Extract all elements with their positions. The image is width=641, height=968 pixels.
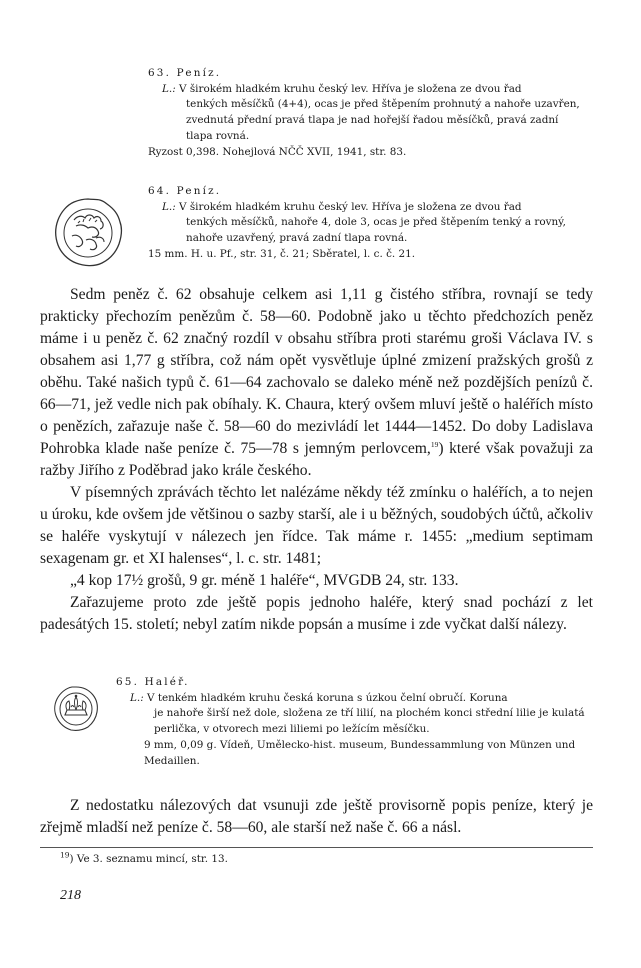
catalog-entry-65	[116, 675, 586, 769]
side-label: L.:	[162, 82, 176, 95]
catalog-entry-64	[148, 184, 588, 263]
entry-heading: 65. Haléř.	[116, 676, 190, 688]
entry-heading: 63. Peníz.	[148, 67, 222, 79]
lion-coin-image	[52, 196, 124, 268]
description-first-line: V tenkém hladkém kruhu česká koruna s úzkou čelní obručí. Koruna	[147, 691, 508, 704]
paragraph-3: Zařazujeme proto zde ještě popis jednoho haléře, který snad pochází z let padesátých 15. století; nebyl zatím nikde popsán a musíme i zde vyčkat další nálezy.	[40, 594, 593, 633]
side-label: L.:	[162, 200, 176, 213]
entry-heading: 64. Peníz.	[148, 185, 222, 197]
description-first-line: V širokém hladkém kruhu český lev. Hříva je složena ze dvou řad	[179, 200, 522, 213]
paragraph-1-text: Sedm peněz č. 62 obsahuje celkem asi 1,11 g čistého stříbra, rovnají se tedy prakticky přechozím penězům č. 58—60. Podobně jako u těchto předchozích peněz máme i u peněz č. 62 značný rozdíl v obsahu stříbra proti starému groši Václava IV. s obsahem asi 1,77 g stříbra, což nám opět vysvětluje úplné zmizení pražských grošů z oběhu. Také našich typů č. 61—64 zachovalo se daleko méně než pozdějších penízů č. 66—71, jež vedle nich pak obíhaly. K. Chaura, který ovšem mluví ještě o haléřích místo o penězích, zařazuje naše č. 58—60 do mezivládí let 1444—1452. Do doby Ladislava Pohrobka klade naše peníze č. 75—78 s jemným perlovcem,	[40, 286, 593, 457]
crown-coin-image	[52, 685, 100, 733]
main-text-upper	[40, 284, 593, 636]
footnote	[60, 851, 580, 867]
description-first-line: V širokém hladkém kruhu český lev. Hříva je složena ze dvou řad	[179, 82, 522, 95]
entry-description	[162, 200, 588, 247]
description-continuation: tenkých měsíčků (4+4), ocas je před štěpením prohnutý a nahoře uzavřen, zvednutá přední pravá tlapa je nad hořejší řadou měsíčků, pravá zadní tlapa rovná.	[186, 98, 580, 142]
paragraph-2: V písemných zprávách těchto let nalézáme někdy též zmínku o haléřích, a to nejen u úroku, kde ovšem jde většinou o sazby starší, ale i u běžných, soudobých účtů, ačkoliv se haléře vyskytují v nálezech jen řídce. Tak máme r. 1455: „medium septimam sexagenam gr. et XI halenses“, l. c. str. 1481;	[40, 484, 593, 567]
side-label: L.:	[130, 691, 144, 704]
entry-meta: 15 mm. H. u. Pf., str. 31, č. 21; Sběratel, l. c. č. 21.	[148, 247, 416, 260]
entry-meta: Ryzost 0,398. Nohejlová NČČ XVII, 1941, str. 83.	[148, 145, 407, 158]
catalog-entry-63	[148, 66, 588, 160]
quote-line: „4 kop 17½ grošů, 9 gr. méně 1 haléře“, MVGDB 24, str. 133.	[70, 572, 459, 589]
footnote-divider	[40, 847, 593, 848]
paragraph-1	[40, 284, 593, 482]
paragraph-1-end: ) které však považuji za ražby Jiřího z Poděbrad jako krále českého.	[40, 440, 594, 479]
footnote-text: ) Ve 3. seznamu mincí, str. 13.	[69, 853, 228, 865]
main-text-lower	[40, 795, 593, 839]
description-continuation: tenkých měsíčků, nahoře 4, dole 3, ocas je před štěpením tenký a rovný, nahoře uzavřený, pravá zadní tlapa rovná.	[186, 216, 566, 245]
entry-description	[130, 691, 586, 738]
description-continuation: je nahoře širší než dole, složena ze tří lilií, na plochém konci střední lilie je kulatá perlička, v otvorech mezi liliemi po ležícím měsíčku.	[154, 707, 585, 736]
paragraph-4: Z nedostatku nálezových dat vsunuji zde ještě provisorně popis peníze, který je zřejmě mladší než peníze č. 58—60, ale starší než naše č. 66 a násl.	[40, 797, 593, 836]
page-number: 218	[60, 888, 81, 903]
footnote-mark: 19	[60, 850, 70, 860]
entry-description	[162, 82, 588, 145]
footnote-reference: 19	[430, 439, 439, 449]
entry-meta: 9 mm, 0,09 g. Vídeň, Umělecko-hist. museum, Bundessammlung von Münzen und Medaillen.	[144, 738, 576, 767]
